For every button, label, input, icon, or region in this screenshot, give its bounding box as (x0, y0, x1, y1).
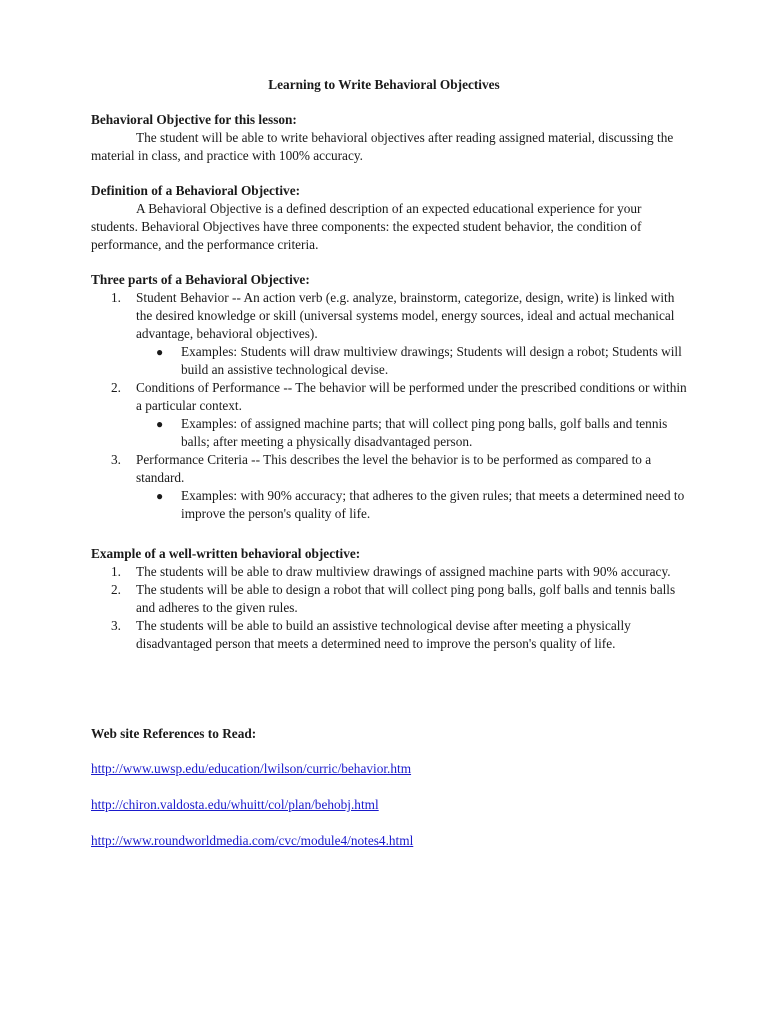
document-title: Learning to Write Behavioral Objectives (268, 77, 500, 92)
list-number: 3. (111, 452, 121, 467)
list-number: 1. (111, 564, 121, 579)
list-number: 1. (111, 290, 121, 305)
example-item (136, 343, 691, 379)
list-item (91, 451, 691, 523)
definition-section (91, 182, 691, 254)
example-list (136, 487, 691, 523)
example-item (136, 487, 691, 523)
example-list (136, 343, 691, 379)
list-item-text: Performance Criteria -- This describes the level the behavior is to be performed as compared to a standard. (136, 452, 652, 485)
list-item-text: Student Behavior -- An action verb (e.g. analyze, brainstorm, categorize, design, write) is linked with the desired knowledge or skill (universal systems model, energy sources, ideal and actual mechanical advantage, behavioral objectives). (136, 290, 675, 341)
example-item (136, 415, 691, 451)
list-item (91, 379, 691, 451)
list-item (91, 581, 691, 617)
example-text: Examples: Students will draw multiview drawings; Students will design a robot; Students will build an assistive technological devise. (181, 344, 682, 377)
reference-link-roundworldmedia[interactable]: http://www.roundworldmedia.com/cvc/module4/notes4.html (91, 833, 414, 848)
definition-text: A Behavioral Objective is a defined description of an expected educational experience for your students. Behavioral Objectives have three components: the expected student behavior, the condition of performance, and the performance criteria. (91, 201, 642, 252)
objective-heading: Behavioral Objective for this lesson: (91, 112, 297, 127)
reference-link-uwsp[interactable]: http://www.uwsp.edu/education/lwilson/curric/behavior.htm (91, 761, 412, 776)
example-text: Examples: with 90% accuracy; that adheres to the given rules; that meets a determined need to improve the person's quality of life. (181, 488, 685, 521)
list-item-text: The students will be able to build an assistive technological devise after meeting a physically disadvantaged person that meets a determined need to improve the person's quality of life. (136, 618, 631, 651)
list-number: 2. (111, 582, 121, 597)
list-item (91, 289, 691, 379)
definition-heading: Definition of a Behavioral Objective: (91, 183, 301, 198)
list-item (91, 563, 691, 581)
bullet-icon: ● (156, 417, 164, 431)
objective-section (91, 111, 691, 165)
list-number: 3. (111, 618, 121, 633)
list-item-text: Conditions of Performance -- The behavior will be performed under the prescribed conditions or within a particular context. (136, 380, 687, 413)
bullet-icon: ● (156, 345, 164, 359)
three-parts-heading: Three parts of a Behavioral Objective: (91, 272, 310, 287)
well-written-list (91, 563, 691, 653)
list-number: 2. (111, 380, 121, 395)
bullet-icon: ● (156, 489, 164, 503)
example-list (136, 415, 691, 451)
list-item-text: The students will be able to draw multiview drawings of assigned machine parts with 90% accuracy. (136, 564, 671, 579)
three-parts-list (91, 289, 691, 523)
example-text: Examples: of assigned machine parts; that will collect ping pong balls, golf balls and tennis balls; after meeting a physically disadvantaged person. (181, 416, 668, 449)
references-heading: Web site References to Read: (91, 726, 257, 741)
references-section (91, 725, 691, 743)
objective-text: The student will be able to write behavioral objectives after reading assigned material, discussing the material in class, and practice with 100% accuracy. (91, 130, 674, 163)
reference-link-valdosta[interactable]: http://chiron.valdosta.edu/whuitt/col/plan/behobj.html (91, 797, 379, 812)
three-parts-section (91, 271, 691, 523)
well-written-heading: Example of a well-written behavioral objective: (91, 546, 361, 561)
list-item-text: The students will be able to design a robot that will collect ping pong balls, golf balls and tennis balls and adheres to the given rules. (136, 582, 676, 615)
list-item (91, 617, 691, 653)
well-written-section (91, 545, 691, 653)
